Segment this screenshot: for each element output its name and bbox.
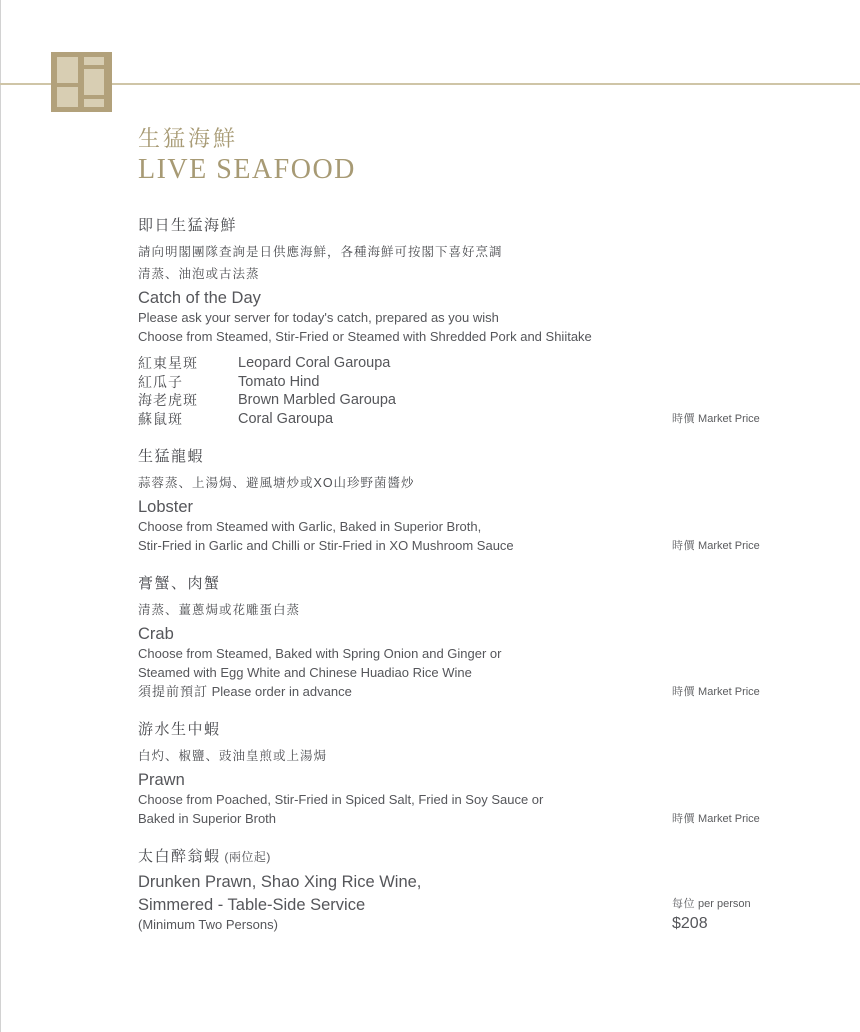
dish-desc-zh: 清蒸、油泡或古法蒸 bbox=[138, 267, 260, 281]
seafood-item-row bbox=[138, 373, 810, 392]
menu-section bbox=[138, 447, 810, 555]
dish-name-en: Crab bbox=[138, 625, 174, 643]
seafood-name-zh: 蘇鼠斑 bbox=[138, 410, 183, 427]
price-label-zh: 時價 bbox=[672, 540, 695, 552]
price-label bbox=[672, 685, 760, 700]
dish-desc-zh: 蒜蓉蒸、上湯焗、避風塘炒或XO山珍野菌醬炒 bbox=[138, 476, 415, 490]
price-label-en: per person bbox=[695, 898, 751, 910]
menu-sections bbox=[138, 216, 810, 953]
price-label-zh: 時價 bbox=[672, 813, 695, 825]
lattice-window-logo bbox=[51, 52, 112, 112]
logo-panel bbox=[84, 99, 104, 107]
advance-order-note-zh: 須提前預訂 bbox=[138, 684, 209, 699]
seafood-name-en: Brown Marbled Garoupa bbox=[238, 392, 396, 408]
dish-name-zh: 即日生猛海鮮 bbox=[138, 217, 238, 234]
seafood-item-row bbox=[138, 391, 810, 410]
dish-desc-en: Choose from Steamed, Baked with Spring Onion and Ginger or bbox=[138, 646, 502, 661]
menu-section bbox=[138, 847, 810, 934]
dish-desc-en: Stir-Fried in Garlic and Chilli or Stir-Fried in XO Mushroom Sauce bbox=[138, 538, 514, 553]
seafood-name-zh: 紅東星斑 bbox=[138, 355, 198, 371]
price-label bbox=[672, 412, 760, 427]
seafood-name-en: Leopard Coral Garoupa bbox=[238, 355, 391, 371]
dish-desc-zh: 白灼、椒鹽、豉油皇煎或上湯焗 bbox=[138, 749, 328, 763]
price-block bbox=[672, 539, 760, 554]
dish-name-en: Simmered - Table-Side Service bbox=[138, 896, 366, 914]
dish-desc-en: (Minimum Two Persons) bbox=[138, 917, 278, 932]
seafood-name-zh: 紅瓜子 bbox=[138, 373, 183, 390]
dish-desc-en: Choose from Steamed with Garlic, Baked in Superior Broth, bbox=[138, 519, 482, 534]
dish-desc-en: Choose from Steamed, Stir-Fried or Steamed with Shredded Pork and Shiitake bbox=[138, 329, 592, 344]
dish-desc-en: Steamed with Egg White and Chinese Huadiao Rice Wine bbox=[138, 665, 472, 680]
price-block bbox=[672, 685, 760, 700]
price-block bbox=[672, 412, 760, 427]
dish-desc-en: Baked in Superior Broth bbox=[138, 811, 277, 826]
dish-name-zh: 膏蟹、肉蟹 bbox=[138, 575, 221, 592]
dish-name-zh: 太白醉翁蝦 (兩位起) bbox=[138, 848, 271, 865]
menu-section bbox=[138, 216, 810, 428]
page-title-block bbox=[138, 126, 356, 185]
seafood-name-zh: 海老虎斑 bbox=[138, 392, 198, 408]
price-block bbox=[672, 897, 751, 933]
price-label-zh: 每位 bbox=[672, 898, 695, 910]
menu-section bbox=[138, 574, 810, 701]
price-amount: $208 bbox=[672, 915, 708, 932]
dish-name-en: Prawn bbox=[138, 771, 185, 789]
price-label-zh: 時價 bbox=[672, 686, 695, 698]
price-label-en: Market Price bbox=[695, 413, 760, 425]
dish-name-en: Lobster bbox=[138, 498, 194, 516]
advance-order-note-en: Please order in advance bbox=[208, 684, 352, 699]
price-label bbox=[672, 539, 760, 554]
page-title-en: LIVE SEAFOOD bbox=[138, 154, 356, 185]
logo-panel bbox=[84, 57, 104, 65]
dish-name-zh: 游水生中蝦 bbox=[138, 721, 221, 738]
logo-panel bbox=[84, 69, 104, 95]
price-label-en: Market Price bbox=[695, 540, 760, 552]
price-label-en: Market Price bbox=[695, 686, 760, 698]
dish-name-en: Catch of the Day bbox=[138, 289, 261, 307]
logo-panel bbox=[57, 57, 78, 83]
price-label-en: Market Price bbox=[695, 813, 760, 825]
dish-desc-zh: 請向明閣團隊查詢是日供應海鮮，各種海鮮可按閣下喜好烹調 bbox=[138, 245, 503, 259]
seafood-name-en: Tomato Hind bbox=[238, 373, 320, 390]
header-rule bbox=[0, 83, 860, 85]
price-label bbox=[672, 897, 751, 912]
logo-panel bbox=[57, 87, 78, 107]
seafood-item-row bbox=[138, 354, 810, 373]
menu-section bbox=[138, 720, 810, 828]
serving-note-zh: (兩位起) bbox=[220, 850, 271, 864]
page-edge-line bbox=[0, 0, 1, 1032]
dish-desc-en: Choose from Poached, Stir-Fried in Spiced Salt, Fried in Soy Sauce or bbox=[138, 792, 544, 807]
dish-desc-zh: 清蒸、薑蔥焗或花雕蛋白蒸 bbox=[138, 603, 301, 617]
page-title-zh: 生猛海鮮 bbox=[138, 126, 239, 151]
seafood-name-en: Coral Garoupa bbox=[238, 410, 334, 427]
dish-name-en: Drunken Prawn, Shao Xing Rice Wine, bbox=[138, 873, 422, 891]
price-block bbox=[672, 812, 760, 827]
dish-desc-en: Please ask your server for today's catch, prepared as you wish bbox=[138, 310, 499, 325]
dish-name-zh: 生猛龍蝦 bbox=[138, 448, 205, 465]
price-label bbox=[672, 812, 760, 827]
price-label-zh: 時價 bbox=[672, 413, 695, 425]
